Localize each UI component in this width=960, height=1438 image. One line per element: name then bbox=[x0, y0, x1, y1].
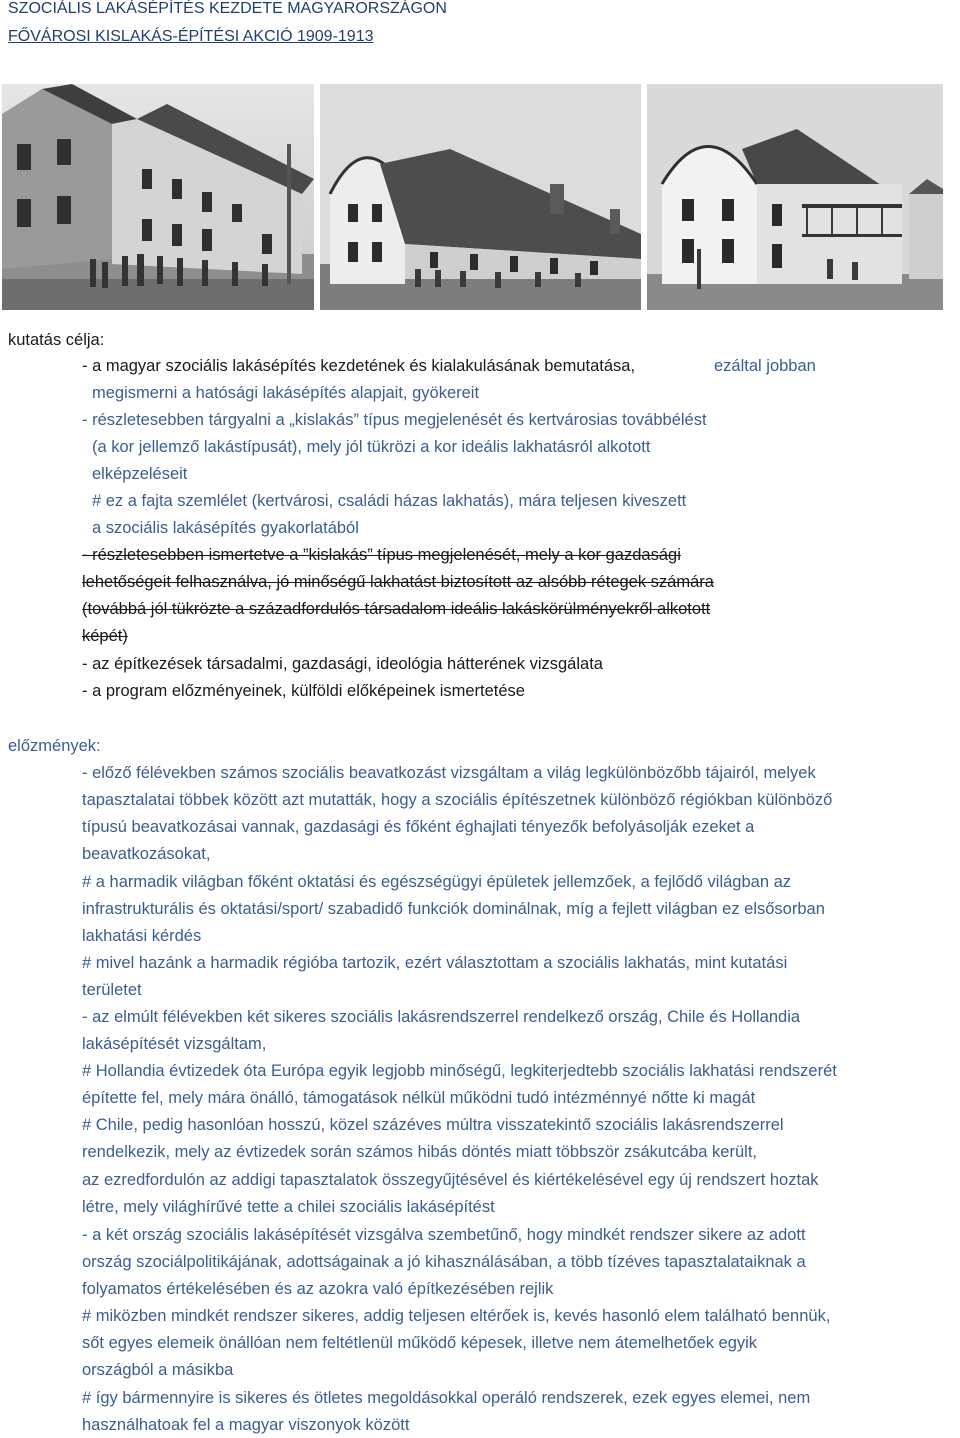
background-line: beavatkozásokat, bbox=[82, 845, 211, 863]
background-heading: előzmények: bbox=[8, 737, 101, 755]
background-line: területet bbox=[82, 981, 142, 999]
research-line: a szociális lakásépítés gyakorlatából bbox=[92, 519, 359, 537]
page-title: SZOCIÁLIS LAKÁSÉPÍTÉS KEZDETE MAGYARORSZÁGON bbox=[8, 0, 447, 17]
background-line: ország szociálpolitikájának, adottságainak a jó kihasználásában, a több tízéves tapasztalataiknak a bbox=[82, 1253, 806, 1271]
page-subtitle: FŐVÁROSI KISLAKÁS-ÉPÍTÉSI AKCIÓ 1909-1913 bbox=[8, 28, 374, 45]
historic-building-photo-1 bbox=[2, 84, 314, 310]
research-line: - részletesebben tárgyalni a „kislakás” típus megjelenését és kertvárosias továbbélést bbox=[82, 411, 707, 429]
research-line: megismerni a hatósági lakásépítés alapjait, gyökereit bbox=[92, 384, 480, 402]
research-line: # ez a fajta szemlélet (kertvárosi, családi házas lakhatás), mára teljesen kiveszett bbox=[92, 492, 687, 510]
research-line: - az építkezések társadalmi, gazdasági, ideológia hátterének vizsgálata bbox=[82, 655, 603, 673]
historic-building-photo-3 bbox=[647, 84, 943, 310]
background-line: # miközben mindkét rendszer sikeres, addig teljesen eltérőek is, kevés hasonló elem található bennük, bbox=[82, 1307, 831, 1325]
research-line: (a kor jellemző lakástípusát), mely jól tükrözi a kor ideális lakhatásról alkotott bbox=[92, 438, 651, 456]
background-line: rendelkezik, mely az évtizedek során számos hibás döntés miatt többször zsákutcába került, bbox=[82, 1143, 757, 1161]
background-line: lakhatási kérdés bbox=[82, 927, 202, 945]
research-line: elképzeléseit bbox=[92, 465, 188, 483]
research-line: - a program előzményeinek, külföldi előképeinek ismertetése bbox=[82, 682, 525, 700]
background-line: - az elmúlt félévekben két sikeres szociális lakásrendszerrel rendelkező ország, Chile és Hollandia bbox=[82, 1008, 801, 1026]
background-line: országból a másikba bbox=[82, 1361, 234, 1379]
background-line: típusú beavatkozásai vannak, gazdasági és főként éghajlati tényezők befolyásolják ezeket a bbox=[82, 818, 755, 836]
historic-building-photo-2 bbox=[320, 84, 641, 310]
background-line: az ezredfordulón az addigi tapasztalatok összegyűjtésével és kiértékelésével egy új rendszert hoztak bbox=[82, 1171, 819, 1189]
research-line-note: ezáltal jobban bbox=[714, 357, 816, 375]
background-line: # mivel hazánk a harmadik régióba tartozik, ezért választottam a szociális lakhatás, mint kutatási bbox=[82, 954, 788, 972]
background-line: infrastrukturális és oktatási/sport/ szabadidő funkciók dominálnak, míg a fejlett világban ez elsősorban bbox=[82, 900, 825, 918]
background-line: sőt egyes elemeik önállóan nem feltétlenül működő képesek, illetve nem átemelhetőek egyik bbox=[82, 1334, 758, 1352]
background-line: lakásépítését vizsgáltam, bbox=[82, 1035, 267, 1053]
background-line: # így bármennyire is sikeres és ötletes megoldásokkal operáló rendszerek, ezek egyes elemei, nem bbox=[82, 1389, 811, 1407]
background-line: # a harmadik világban főként oktatási és egészségügyi épületek jellemzőek, a fejlődő világban az bbox=[82, 873, 792, 891]
background-line: létre, mely világhírűvé tette a chilei szociális lakásépítést bbox=[82, 1198, 495, 1216]
research-heading: kutatás célja: bbox=[8, 331, 105, 349]
research-line-struck: - részletesebben ismertetve a ”kislakás” típus megjelenését, mely a kor gazdasági bbox=[82, 546, 681, 564]
research-line-struck: képét) bbox=[82, 627, 128, 645]
background-line: használhatoak fel a magyar viszonyok között bbox=[82, 1416, 410, 1434]
research-line-struck: lehetőségeit felhasználva, jó minőségű lakhatást biztosított az alsóbb rétegek számára bbox=[82, 573, 714, 591]
background-line: építette fel, mely mára önálló, támogatások nélkül működni tudó intézménnyé nőtte ki magát bbox=[82, 1089, 756, 1107]
research-line-struck: (továbbá jól tükrözte a századfordulós társadalom ideális lakáskörülményekről alkotott bbox=[82, 600, 711, 618]
background-line: folyamatos értékelésében és az azokra való építkezésében rejlik bbox=[82, 1280, 554, 1298]
background-line: - előző félévekben számos szociális beavatkozást vizsgáltam a világ legkülönbözőbb tájairól, melyek bbox=[82, 764, 816, 782]
research-line: - a magyar szociális lakásépítés kezdetének és kialakulásának bemutatása, bbox=[82, 357, 636, 375]
background-line: tapasztalatai többek között azt mutatták, hogy a szociális építészetnek különböző régiókban különböző bbox=[82, 791, 833, 809]
background-line: # Chile, pedig hasonlóan hosszú, közel százéves múltra visszatekintő szociális lakásrendszerrel bbox=[82, 1116, 784, 1134]
background-line: - a két ország szociális lakásépítését vizsgálva szembetűnő, hogy mindkét rendszer sikere az adott bbox=[82, 1226, 806, 1244]
background-line: # Hollandia évtizedek óta Európa egyik legjobb minőségű, legkiterjedtebb szociális lakhatási rendszerét bbox=[82, 1062, 837, 1080]
